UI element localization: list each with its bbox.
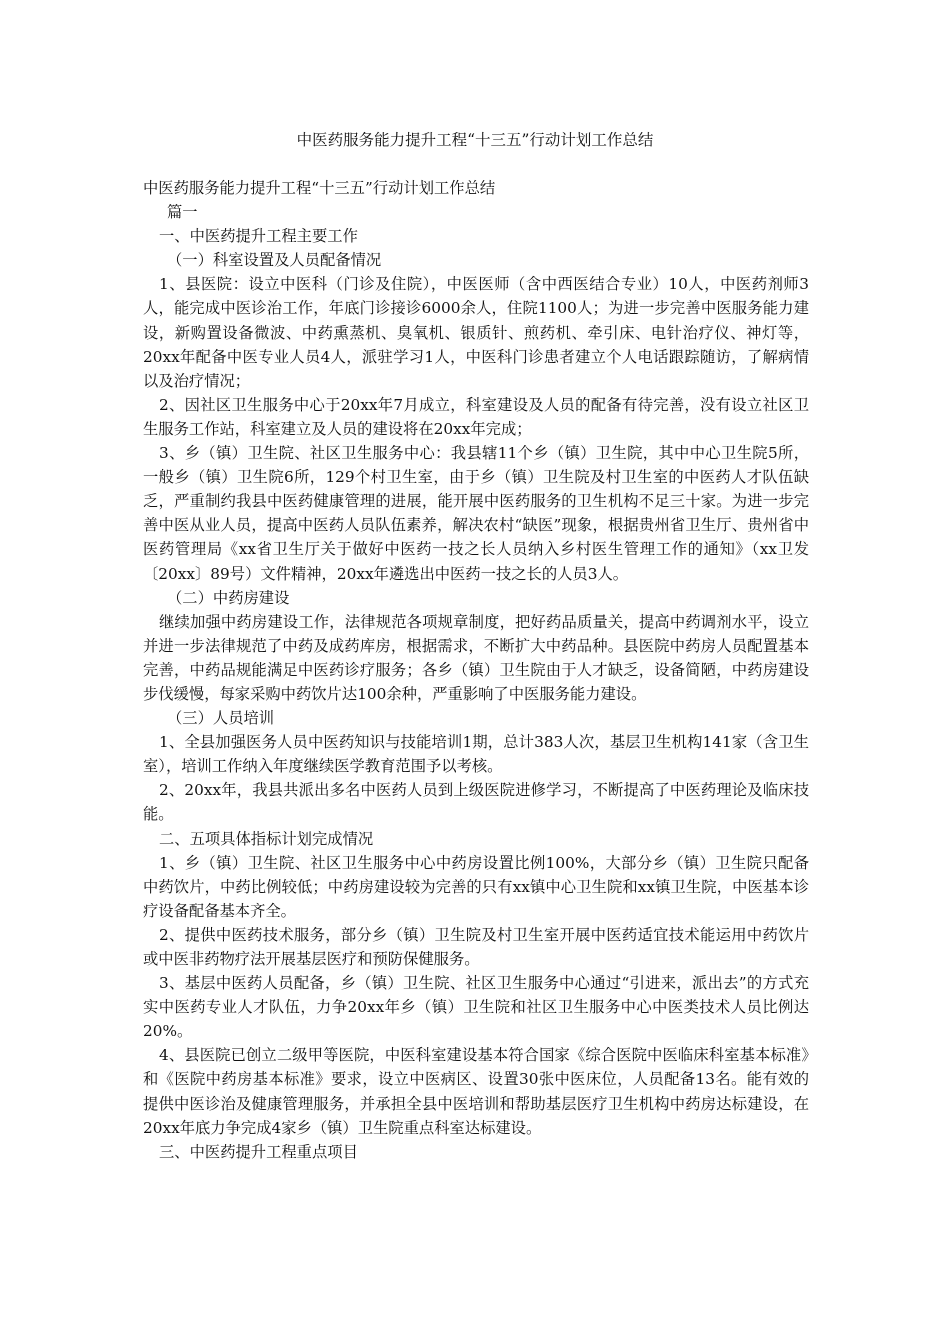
section-heading: 三、中医药提升工程重点项目: [159, 1142, 358, 1161]
subsection-heading: （二）中药房建设: [167, 588, 290, 607]
document-title: 中医药服务能力提升工程“十三五”行动计划工作总结: [296, 131, 654, 149]
paragraph: 2、提供中医药技术服务，部分乡（镇）卫生院及村卫生室开展中医药适宜技术能运用中药饮片或中医非药物疗法开展基层医疗和预防保健服务。: [143, 925, 809, 968]
section-heading: 一、中医药提升工程主要工作: [159, 227, 358, 246]
paragraph: 1、全县加强医务人员中医药知识与技能培训1期，总计383人次，基层卫生机构141家（含卫生室），培训工作纳入年度继续医学教育范围予以考核。: [143, 733, 809, 776]
subsection-heading: （三）人员培训: [167, 709, 275, 728]
paragraph: 2、因社区卫生服务中心于20xx年7月成立，科室建设及人员的配备有待完善，没有设立社区卫生服务工作站，科室建立及人员的建设将在20xx年完成；: [143, 395, 809, 438]
document-subtitle: 中医药服务能力提升工程“十三五”行动计划工作总结: [143, 179, 496, 197]
document-body: [143, 176, 809, 1164]
paragraph: 1、县医院：设立中医科（门诊及住院），中医医师（含中西医结合专业）10人，中医药剂师3人，能完成中医诊治工作，年底门诊接诊6000余人，住院1100人；为进一步完善中医服务能力建设，新购置设备微波、中药熏蒸机、臭氧机、银质针、煎药机、牵引床、电针治疗仪、神灯等，20xx年配备中医专业人员4人，派驻学习1人，中医科门诊患者建立个人电话跟踪随访，了解病情以及治疗情况；: [143, 275, 809, 390]
subsection-heading: （一）科室设置及人员配备情况: [167, 251, 382, 270]
paragraph: 继续加强中药房建设工作，法律规范各项规章制度，把好药品质量关，提高中药调剂水平，设立并进一步法律规范了中药及成药库房，根据需求，不断扩大中药品种。县医院中药房人员配置基本完善，中药品规能满足中医药诊疗服务；各乡（镇）卫生院由于人才缺乏，设备简陋，中药房建设步伐缓慢，每家采购中药饮片达100余种，严重影响了中医服务能力建设。: [143, 612, 809, 703]
paragraph: 2、20xx年，我县共派出多名中医药人员到上级医院进修学习，不断提高了中医药理论及临床技能。: [143, 781, 809, 824]
paragraph: 1、乡（镇）卫生院、社区卫生服务中心中药房设置比例100%，大部分乡（镇）卫生院只配备中药饮片，中药比例较低；中药房建设较为完善的只有xx镇中心卫生院和xx镇卫生院，中医基本诊疗设备配备基本齐全。: [143, 853, 809, 920]
section-heading: 二、五项具体指标计划完成情况: [159, 829, 374, 848]
paragraph: 3、基层中医药人员配备，乡（镇）卫生院、社区卫生服务中心通过“引进来，派出去”的方式充实中医药专业人才队伍，力争20xx年乡（镇）卫生院和社区卫生服务中心中医类技术人员比例达20%。: [143, 974, 809, 1041]
paragraph: 3、乡（镇）卫生院、社区卫生服务中心：我县辖11个乡（镇）卫生院，其中中心卫生院5所，一般乡（镇）卫生院6所，129个村卫生室，由于乡（镇）卫生院及村卫生室的中医药人才队伍缺乏，严重制约我县中医药健康管理的进展，能开展中医药服务的卫生机构不足三十家。为进一步完善中医从业人员，提高中医药人员队伍素养，解决农村“缺医”现象，根据贵州省卫生厅、贵州省中医药管理局《xx省卫生厅关于做好中医药一技之长人员纳入乡村医生管理工作的通知》（xx卫发〔20xx〕89号）文件精神，20xx年遴选出中医药一技之长的人员3人。: [143, 444, 809, 583]
paragraph: 4、县医院已创立二级甲等医院，中医科室建设基本符合国家《综合医院中医临床科室基本标准》和《医院中药房基本标准》要求，设立中医病区、设置30张中医床位，人员配备13名。能有效的提供中医诊治及健康管理服务，并承担全县中医培训和帮助基层医疗卫生机构中药房达标建设，在20xx年底力争完成4家乡（镇）卫生院重点科室达标建设。: [143, 1046, 809, 1137]
chapter-label: 篇一: [167, 203, 198, 222]
